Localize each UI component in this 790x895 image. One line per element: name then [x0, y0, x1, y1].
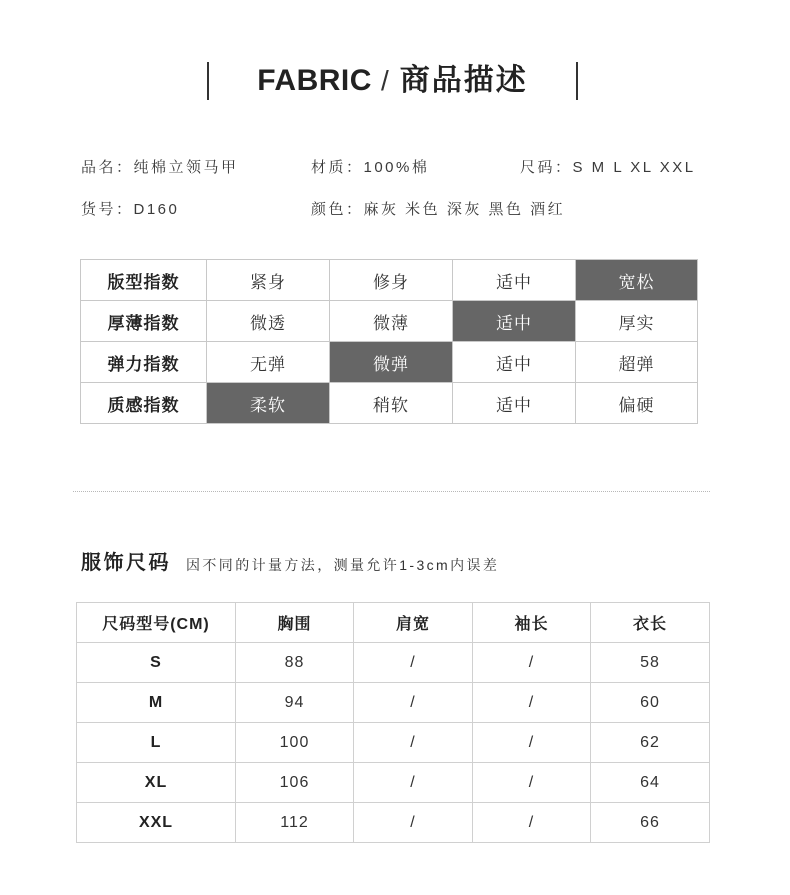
length-cell: 58	[591, 643, 710, 683]
sleeve-cell: /	[473, 763, 591, 803]
index-option-selected: 宽松	[576, 260, 698, 301]
product-material: 材质：100%棉	[311, 159, 430, 176]
column-header: 衣长	[591, 603, 710, 643]
product-colors: 颜色：麻灰 米色 深灰 黑色 酒红	[311, 201, 566, 218]
product-name: 品名：纯棉立领马甲	[81, 159, 239, 176]
size-section-title: 服饰尺码	[81, 552, 171, 574]
chest-cell: 106	[236, 763, 354, 803]
length-cell: 60	[591, 683, 710, 723]
index-option-selected: 适中	[453, 301, 576, 342]
column-header: 尺码型号(CM)	[77, 603, 236, 643]
fabric-index-table	[80, 259, 698, 424]
size-cell: XXL	[77, 803, 236, 843]
shoulder-cell: /	[354, 803, 473, 843]
index-option: 微透	[207, 301, 330, 342]
size-cell: S	[77, 643, 236, 683]
column-header: 胸围	[236, 603, 354, 643]
index-row-label: 版型指数	[81, 260, 207, 301]
index-row-label: 厚薄指数	[81, 301, 207, 342]
size-cell: L	[77, 723, 236, 763]
length-cell: 62	[591, 723, 710, 763]
shoulder-cell: /	[354, 763, 473, 803]
index-option: 微薄	[330, 301, 453, 342]
length-cell: 64	[591, 763, 710, 803]
chest-cell: 88	[236, 643, 354, 683]
index-option: 超弹	[576, 342, 698, 383]
column-header: 袖长	[473, 603, 591, 643]
index-option: 无弹	[207, 342, 330, 383]
header-right-bar	[576, 62, 578, 100]
index-option: 适中	[453, 342, 576, 383]
index-option: 稍软	[330, 383, 453, 424]
sleeve-cell: /	[473, 643, 591, 683]
sleeve-cell: /	[473, 683, 591, 723]
index-option-selected: 柔软	[207, 383, 330, 424]
length-cell: 66	[591, 803, 710, 843]
size-cell: XL	[77, 763, 236, 803]
page-title-cn: 商品描述	[399, 64, 528, 97]
chest-cell: 94	[236, 683, 354, 723]
sleeve-cell: /	[473, 723, 591, 763]
column-header: 肩宽	[354, 603, 473, 643]
shoulder-cell: /	[354, 683, 473, 723]
size-section-note: 因不同的计量方法，测量允许1-3cm内误差	[186, 557, 500, 573]
index-option: 偏硬	[576, 383, 698, 424]
index-row-label: 质感指数	[81, 383, 207, 424]
index-option: 适中	[453, 383, 576, 424]
size-cell: M	[77, 683, 236, 723]
page-title-separator: /	[380, 65, 389, 96]
index-option: 紧身	[207, 260, 330, 301]
chest-cell: 112	[236, 803, 354, 843]
index-row-label: 弹力指数	[81, 342, 207, 383]
index-option: 适中	[453, 260, 576, 301]
index-option: 修身	[330, 260, 453, 301]
shoulder-cell: /	[354, 723, 473, 763]
index-option-selected: 微弹	[330, 342, 453, 383]
size-table	[76, 602, 710, 843]
index-option: 厚实	[576, 301, 698, 342]
sleeve-cell: /	[473, 803, 591, 843]
dotted-divider	[73, 491, 710, 492]
chest-cell: 100	[236, 723, 354, 763]
product-sku: 货号：D160	[81, 201, 180, 218]
page-title-en: FABRIC	[257, 64, 372, 97]
page-title	[209, 62, 576, 100]
shoulder-cell: /	[354, 643, 473, 683]
product-sizes: 尺码：S M L XL XXL	[520, 159, 696, 176]
